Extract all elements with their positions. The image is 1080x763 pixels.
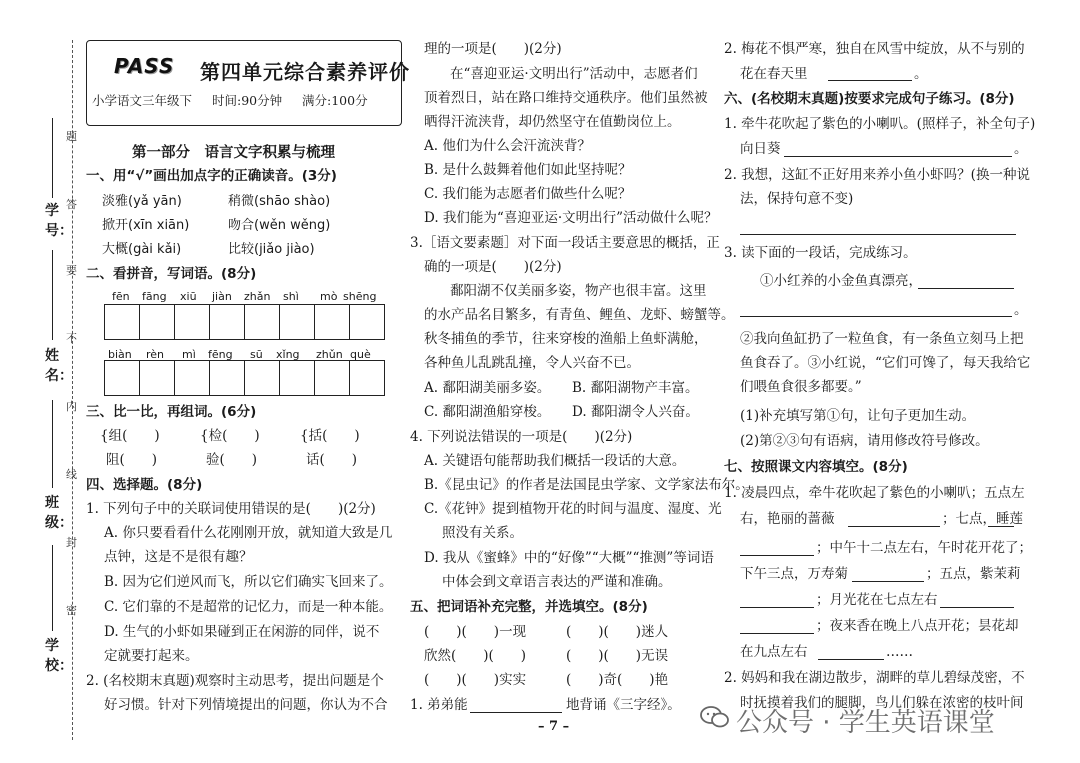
cut-mark: 封 <box>66 536 77 549</box>
pass-logo: PASS <box>114 54 175 78</box>
pinyin: zhǔn <box>316 348 343 361</box>
cut-mark: 题 <box>66 130 77 143</box>
answer-blank[interactable] <box>918 288 1014 289</box>
pinyin: zhǎn <box>244 290 271 303</box>
q6-2-stem: 2. 我想，这缸不正好用来养小鱼小虾吗？(换一种说 <box>724 167 1030 183</box>
text-line: 花在春天里 <box>740 66 808 82</box>
passage-line: 鱼食吞了。③小红说，“它们可馋了，每天我给它 <box>740 355 1031 371</box>
answer-blank[interactable] <box>470 712 562 713</box>
period: 。 <box>1014 302 1028 318</box>
option[interactable]: A. 他们为什么会汗流浃背？ <box>424 138 591 154</box>
sub-question: (1)补充填写第①句，让句子更加生动。 <box>740 408 976 424</box>
q3-item[interactable]: {检( ) <box>200 428 260 444</box>
q6-1-lead: 向日葵 <box>740 141 781 157</box>
passage-line: 秋冬捕鱼的季节，往来穿梭的渔船上鱼虾满舱， <box>424 331 708 347</box>
option-cont: 照没有关系。 <box>442 525 523 541</box>
page-number: – 7 – <box>538 719 570 734</box>
time-label: 时间:90分钟 <box>212 93 283 108</box>
q3-item[interactable]: 话( ) <box>306 452 358 468</box>
q7-2-line: 时抚摸着我们的腿脚，鸟儿们躲在浓密的枝叶间 <box>740 695 1024 711</box>
passage-line: 们喂鱼食很多都要。” <box>740 379 862 395</box>
q5-title: 五、把词语补充完整，并选填空。(8分) <box>410 599 648 615</box>
pinyin: shì <box>283 290 299 303</box>
school-line <box>52 545 53 631</box>
q7-title: 七、按照课文内容填空。(8分) <box>724 459 908 475</box>
fill-word[interactable]: ( )( )迷人 <box>566 624 669 640</box>
wechat-icon <box>700 705 730 729</box>
fill-word[interactable]: ( )( )无误 <box>566 648 669 664</box>
passage-line: 在“喜迎亚运·文明出行”活动中，志愿者们 <box>450 66 698 82</box>
q4-3-stem: 3.［语文要素题］对下面一段话主要意思的概括，正 <box>410 235 720 251</box>
option[interactable]: B.《昆虫记》的作者是法国昆虫学家、文学家法布尔。 <box>424 477 749 493</box>
option[interactable]: D. 我从《蜜蜂》中的“好像”“大概”“推测”等词语 <box>424 550 714 566</box>
fill-word[interactable]: ( )( )一现 <box>424 624 527 640</box>
grade-label: 小学语文三年级下 <box>92 93 193 108</box>
pinyin: fāng <box>142 290 167 303</box>
q3-item[interactable]: 阻( ) <box>106 452 158 468</box>
q7-1-line: …… <box>886 644 913 660</box>
q4-4-stem: 4. 下列说法错误的一项是( )(2分) <box>410 429 633 445</box>
answer-blank[interactable] <box>784 156 1012 157</box>
class-line <box>52 400 53 488</box>
answer-blank[interactable] <box>848 526 940 527</box>
q7-1-line: ；七点，睡莲 <box>942 511 1023 527</box>
option[interactable]: C. 它们靠的不是超常的记忆力，而是一种本能。 <box>104 599 393 615</box>
option[interactable]: A. 鄱阳湖美丽多姿。 <box>424 380 551 396</box>
pinyin: fēn <box>112 290 130 303</box>
q1-title: 一、用“√”画出加点字的正确读音。(3分) <box>86 168 337 184</box>
pinyin: fēng <box>208 348 233 361</box>
answer-blank[interactable] <box>740 555 814 556</box>
answer-blank[interactable] <box>818 659 884 660</box>
option-cont: 定就要打起来。 <box>104 648 199 664</box>
text-line: 2. 梅花不惧严寒，独自在风雪中绽放，从不与别的 <box>724 41 1025 57</box>
pinyin: mò <box>320 290 338 303</box>
answer-blank[interactable] <box>988 526 1014 527</box>
cut-mark: 要 <box>66 264 77 277</box>
q1-item[interactable]: 掀开(xīn xiān) <box>102 218 190 233</box>
option[interactable]: C.《花钟》提到植物开花的时间与温度、湿度、光 <box>424 501 722 517</box>
answer-blank[interactable] <box>852 581 924 582</box>
passage-line: ②我向鱼缸扔了一粒鱼食，有一条鱼立刻马上把 <box>740 331 1024 347</box>
class-label: 班级： <box>45 495 73 531</box>
answer-blank[interactable] <box>940 607 1014 608</box>
q7-2-line: 2. 妈妈和我在湖边散步，湖畔的草儿碧绿茂密，不 <box>724 670 1025 686</box>
passage-line: 各种鱼儿乱跳乱撞，令人兴奋不已。 <box>424 355 640 371</box>
page-title: 第四单元综合素养评价 <box>200 60 410 84</box>
q4-1-stem: 1. 下列句子中的关联词使用错误的是( )(2分) <box>86 501 376 517</box>
writing-grid-2[interactable] <box>104 360 385 396</box>
q7-1-line: 下午三点，万寿菊 <box>740 566 848 582</box>
option[interactable]: D. 我们能为“喜迎亚运·文明出行”活动做什么呢？ <box>424 210 718 226</box>
q4-3-stem: 确的一项是( )(2分) <box>424 259 562 275</box>
cut-mark: 不 <box>66 332 77 345</box>
answer-blank[interactable] <box>740 633 814 634</box>
q4-2-stem: 好习惯。针对下列情境提出的问题，你认为不合 <box>104 697 388 713</box>
passage-line: ①小红养的小金鱼真漂亮， <box>760 273 922 289</box>
q6-2-stem: 法，保持句意不变) <box>740 191 854 207</box>
q7-1-line: ；月光花在七点左右 <box>816 592 938 608</box>
pinyin: sū <box>250 348 263 361</box>
period: 。 <box>914 66 928 82</box>
cut-mark: 答 <box>66 198 77 211</box>
school-label: 学校： <box>45 638 73 674</box>
cut-mark: 密 <box>66 604 77 617</box>
pinyin: rèn <box>146 348 165 361</box>
period: 。 <box>1014 141 1028 157</box>
answer-blank[interactable] <box>740 316 1012 317</box>
part-title: 第一部分 语言文字积累与梳理 <box>132 144 335 161</box>
q1-item[interactable]: 稍微(shāo shào) <box>228 194 331 209</box>
pinyin: xiū <box>180 290 197 303</box>
passage-line: 鄱阳湖不仅美丽多姿，物产也很丰富。这里 <box>450 283 707 299</box>
answer-blank[interactable] <box>740 607 814 608</box>
fill-word[interactable]: ( )( )实实 <box>424 672 527 688</box>
pinyin: jiàn <box>212 290 232 303</box>
fill-word[interactable]: ( )奇( )艳 <box>566 672 669 688</box>
q7-1-line: 在九点左右 <box>740 644 808 660</box>
q1-item[interactable]: 比较(jiǎo jiào) <box>228 242 315 257</box>
option[interactable]: C. 我们能为志愿者们做些什么呢？ <box>424 186 632 202</box>
pinyin: shēng <box>343 290 377 303</box>
q6-3-stem: 3. 读下面的一段话，完成练习。 <box>724 245 917 261</box>
passage-line: 的水产品名目繁多，有青鱼、鲤鱼、龙虾、螃蟹等。 <box>424 307 735 323</box>
q5-1-stem: 1. 弟弟能 <box>410 697 468 713</box>
pinyin: xǐng <box>276 348 300 361</box>
q3-item[interactable]: 验( ) <box>206 452 258 468</box>
q3-title: 三、比一比，再组词。(6分) <box>86 404 257 420</box>
name-label: 姓名： <box>45 348 73 384</box>
pinyin: què <box>350 348 371 361</box>
option[interactable]: A. 关键语句能帮助我们概括一段话的大意。 <box>424 453 686 469</box>
pinyin: mì <box>182 348 196 361</box>
student-id-line <box>52 118 53 198</box>
binding-line <box>72 40 73 740</box>
answer-blank[interactable] <box>828 80 912 81</box>
option[interactable]: B. 鄱阳湖物产丰富。 <box>572 380 699 396</box>
q3-item[interactable]: {括( ) <box>300 428 360 444</box>
q1-item[interactable]: 淡雅(yǎ yān) <box>102 194 182 209</box>
score-label: 满分:100分 <box>302 93 368 108</box>
q4-title: 四、选择题。(8分) <box>86 477 203 493</box>
q6-1-stem: 1. 牵牛花吹起了紫色的小喇叭。(照样子，补全句子) <box>724 116 1036 132</box>
option[interactable]: B. 因为它们逆风而飞，所以它们确实飞回来了。 <box>104 574 393 590</box>
pinyin: biàn <box>108 348 132 361</box>
answer-blank[interactable] <box>740 234 1016 235</box>
fill-word[interactable]: 欣然( )( ) <box>424 648 527 664</box>
q4-2-stem: 2. (名校期末真题)观察时主动思考，提出问题是个 <box>86 673 384 689</box>
option[interactable]: D. 鄱阳湖令人兴奋。 <box>572 404 699 420</box>
option-cont: 中体会到文章语言表达的严谨和准确。 <box>442 574 672 590</box>
q2-title: 二、看拼音，写词语。(8分) <box>86 266 257 282</box>
q5-1-stem: 地背诵《三字经》。 <box>566 697 681 713</box>
option[interactable]: D. 生气的小虾如果碰到正在闲游的同伴，说不 <box>104 624 380 640</box>
writing-grid-1[interactable] <box>104 304 385 340</box>
q7-1-line: ；中午十二点左右，午时花开花了； <box>816 540 1032 556</box>
option[interactable]: B. 是什么鼓舞着他们如此坚持呢？ <box>424 162 632 178</box>
text-line: 理的一项是( )(2分) <box>424 41 562 57</box>
q7-1-line: ；五点，紫茉莉 <box>926 566 1021 582</box>
passage-line: 晒得汗流浃背，却仍然坚守在值勤岗位上。 <box>424 114 681 130</box>
sub-question: (2)第②③句有语病，请用修改符号修改。 <box>740 433 989 449</box>
student-id-label: 学号： <box>45 203 73 239</box>
q1-item[interactable]: 吻合(wěn wěng) <box>228 218 331 233</box>
q3-item[interactable]: {组( ) <box>100 428 160 444</box>
cut-mark: 内 <box>66 400 77 413</box>
q7-1-line: 右，艳丽的蔷薇 <box>740 511 835 527</box>
option[interactable]: A. 你只要看看什么花刚刚开放，就知道大致是几 <box>104 525 393 541</box>
cut-mark: 线 <box>66 468 77 481</box>
q6-title: 六、(名校期末真题)按要求完成句子练习。(8分) <box>724 91 1015 107</box>
q7-1-line: ；夜来香在晚上八点开花；昙花却 <box>816 618 1019 634</box>
watermark: 公众号 · 学生英语课堂 <box>736 708 995 738</box>
q1-item[interactable]: 大概(gài kǎi) <box>102 242 182 257</box>
passage-line: 顶着烈日，站在路口维持交通秩序。他们虽然被 <box>424 90 708 106</box>
name-line <box>52 250 53 340</box>
option-cont: 点钟，这是不是很有趣？ <box>104 549 253 565</box>
q7-1-line: 1. 凌晨四点，牵牛花吹起了紫色的小喇叭；五点左 <box>724 485 1025 501</box>
option[interactable]: C. 鄱阳湖渔船穿梭。 <box>424 404 551 420</box>
